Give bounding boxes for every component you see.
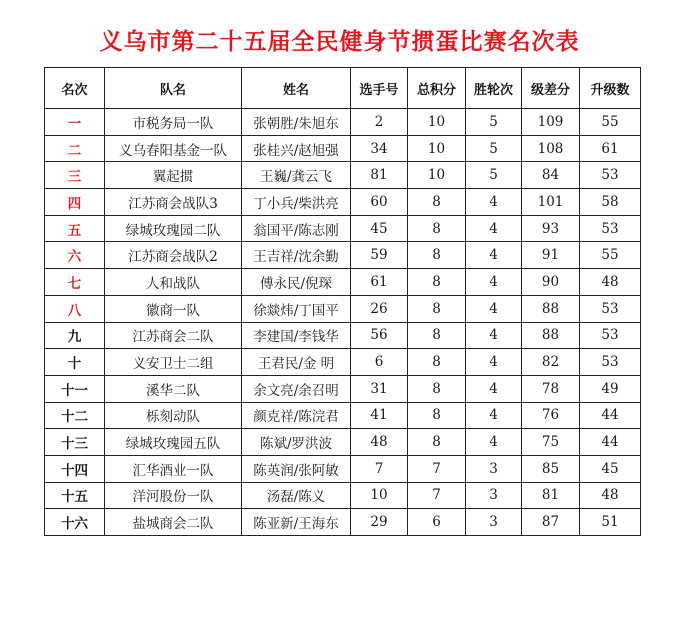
team-cell: 江苏商会战队2: [105, 242, 242, 269]
wins-cell: 4: [466, 189, 522, 216]
rank-cell: 十五: [45, 482, 105, 509]
total-points-cell: 8: [408, 215, 466, 242]
total-points-cell: 10: [408, 135, 466, 162]
wins-cell: 5: [466, 135, 522, 162]
table-row: [45, 135, 641, 162]
header-names: 姓名: [242, 68, 351, 109]
team-cell: 绿城玫瑰园五队: [105, 429, 242, 456]
player-no-cell: 41: [351, 402, 408, 429]
names-cell: 王吉祥/沈余勤: [242, 242, 351, 269]
names-cell: 王巍/龚云飞: [242, 162, 351, 189]
wins-cell: 4: [466, 242, 522, 269]
player-no-cell: 81: [351, 162, 408, 189]
team-cell: 江苏商会战队3: [105, 189, 242, 216]
table-row: [45, 295, 641, 322]
rank-cell: 九: [45, 322, 105, 349]
names-cell: 陈英润/张阿敏: [242, 455, 351, 482]
rank-cell: 一: [45, 109, 105, 136]
upgrades-cell: 53: [580, 215, 641, 242]
table-row: [45, 349, 641, 376]
team-cell: 江苏商会二队: [105, 322, 242, 349]
player-no-cell: 10: [351, 482, 408, 509]
table-row: [45, 482, 641, 509]
level-diff-cell: 109: [522, 109, 580, 136]
page-title: 义乌市第二十五届全民健身节掼蛋比赛名次表: [99, 29, 580, 55]
names-cell: 李建国/李钱华: [242, 322, 351, 349]
rank-cell: 四: [45, 189, 105, 216]
team-cell: 翼起掼: [105, 162, 242, 189]
table-row: [45, 402, 641, 429]
team-cell: 洋河股份一队: [105, 482, 242, 509]
header-player-no: 选手号: [351, 68, 408, 109]
upgrades-cell: 53: [580, 322, 641, 349]
upgrades-cell: 53: [580, 295, 641, 322]
level-diff-cell: 101: [522, 189, 580, 216]
rank-cell: 八: [45, 295, 105, 322]
upgrades-cell: 45: [580, 455, 641, 482]
rank-cell: 十二: [45, 402, 105, 429]
upgrades-cell: 49: [580, 375, 641, 402]
player-no-cell: 6: [351, 349, 408, 376]
upgrades-cell: 53: [580, 162, 641, 189]
team-cell: 人和战队: [105, 269, 242, 296]
wins-cell: 5: [466, 109, 522, 136]
team-cell: 义乌春阳基金一队: [105, 135, 242, 162]
team-cell: 徽商一队: [105, 295, 242, 322]
player-no-cell: 7: [351, 455, 408, 482]
wins-cell: 4: [466, 295, 522, 322]
header-level-diff: 级差分: [522, 68, 580, 109]
upgrades-cell: 51: [580, 509, 641, 536]
level-diff-cell: 84: [522, 162, 580, 189]
wins-cell: 3: [466, 509, 522, 536]
table-row: [45, 189, 641, 216]
names-cell: 颜克祥/陈浣君: [242, 402, 351, 429]
player-no-cell: 26: [351, 295, 408, 322]
total-points-cell: 10: [408, 162, 466, 189]
rank-cell: 十一: [45, 375, 105, 402]
team-cell: 盐城商会二队: [105, 509, 242, 536]
header-total-points: 总积分: [408, 68, 466, 109]
team-cell: 汇华酒业一队: [105, 455, 242, 482]
total-points-cell: 8: [408, 242, 466, 269]
header-rank: 名次: [45, 68, 105, 109]
player-no-cell: 45: [351, 215, 408, 242]
wins-cell: 4: [466, 215, 522, 242]
names-cell: 傅永民/倪琛: [242, 269, 351, 296]
upgrades-cell: 44: [580, 429, 641, 456]
rank-cell: 六: [45, 242, 105, 269]
level-diff-cell: 91: [522, 242, 580, 269]
names-cell: 徐燚炜/丁国平: [242, 295, 351, 322]
names-cell: 陈斌/罗洪波: [242, 429, 351, 456]
upgrades-cell: 48: [580, 482, 641, 509]
table-row: [45, 242, 641, 269]
total-points-cell: 8: [408, 322, 466, 349]
upgrades-cell: 61: [580, 135, 641, 162]
wins-cell: 3: [466, 482, 522, 509]
wins-cell: 3: [466, 455, 522, 482]
total-points-cell: 6: [408, 509, 466, 536]
rank-cell: 十三: [45, 429, 105, 456]
level-diff-cell: 88: [522, 322, 580, 349]
rank-cell: 三: [45, 162, 105, 189]
level-diff-cell: 76: [522, 402, 580, 429]
level-diff-cell: 90: [522, 269, 580, 296]
wins-cell: 4: [466, 349, 522, 376]
total-points-cell: 10: [408, 109, 466, 136]
wins-cell: 5: [466, 162, 522, 189]
wins-cell: 4: [466, 269, 522, 296]
names-cell: 汤磊/陈义: [242, 482, 351, 509]
team-cell: 绿城玫瑰园二队: [105, 215, 242, 242]
level-diff-cell: 82: [522, 349, 580, 376]
header-row: [45, 68, 641, 109]
table-row: [45, 455, 641, 482]
total-points-cell: 8: [408, 349, 466, 376]
player-no-cell: 56: [351, 322, 408, 349]
player-no-cell: 31: [351, 375, 408, 402]
upgrades-cell: 55: [580, 242, 641, 269]
names-cell: 张朝胜/朱旭东: [242, 109, 351, 136]
header-wins: 胜轮次: [466, 68, 522, 109]
table-row: [45, 509, 641, 536]
rank-cell: 五: [45, 215, 105, 242]
player-no-cell: 34: [351, 135, 408, 162]
player-no-cell: 60: [351, 189, 408, 216]
names-cell: 王君民/金 明: [242, 349, 351, 376]
wins-cell: 4: [466, 322, 522, 349]
names-cell: 翁国平/陈志刚: [242, 215, 351, 242]
table-row: [45, 215, 641, 242]
total-points-cell: 8: [408, 429, 466, 456]
level-diff-cell: 78: [522, 375, 580, 402]
level-diff-cell: 88: [522, 295, 580, 322]
table-row: [45, 322, 641, 349]
rank-cell: 二: [45, 135, 105, 162]
player-no-cell: 48: [351, 429, 408, 456]
player-no-cell: 2: [351, 109, 408, 136]
names-cell: 丁小兵/柴洪亮: [242, 189, 351, 216]
wins-cell: 4: [466, 375, 522, 402]
total-points-cell: 8: [408, 295, 466, 322]
level-diff-cell: 93: [522, 215, 580, 242]
level-diff-cell: 108: [522, 135, 580, 162]
table-row: [45, 109, 641, 136]
names-cell: 张桂兴/赵旭强: [242, 135, 351, 162]
names-cell: 余文亮/余召明: [242, 375, 351, 402]
header-team: 队名: [105, 68, 242, 109]
header-upgrades: 升级数: [580, 68, 641, 109]
total-points-cell: 8: [408, 402, 466, 429]
rank-cell: 十六: [45, 509, 105, 536]
team-cell: 溪华二队: [105, 375, 242, 402]
table-row: [45, 162, 641, 189]
level-diff-cell: 75: [522, 429, 580, 456]
wins-cell: 4: [466, 402, 522, 429]
team-cell: 栎刻动队: [105, 402, 242, 429]
table-row: [45, 269, 641, 296]
names-cell: 陈亚新/王海东: [242, 509, 351, 536]
total-points-cell: 8: [408, 375, 466, 402]
table-row: [45, 429, 641, 456]
rank-cell: 十: [45, 349, 105, 376]
upgrades-cell: 48: [580, 269, 641, 296]
level-diff-cell: 85: [522, 455, 580, 482]
team-cell: 市税务局一队: [105, 109, 242, 136]
table-row: [45, 375, 641, 402]
upgrades-cell: 55: [580, 109, 641, 136]
results-table: [44, 67, 641, 536]
total-points-cell: 7: [408, 482, 466, 509]
total-points-cell: 8: [408, 189, 466, 216]
player-no-cell: 61: [351, 269, 408, 296]
level-diff-cell: 87: [522, 509, 580, 536]
player-no-cell: 59: [351, 242, 408, 269]
upgrades-cell: 53: [580, 349, 641, 376]
total-points-cell: 8: [408, 269, 466, 296]
upgrades-cell: 44: [580, 402, 641, 429]
level-diff-cell: 81: [522, 482, 580, 509]
upgrades-cell: 58: [580, 189, 641, 216]
team-cell: 义安卫士二组: [105, 349, 242, 376]
total-points-cell: 7: [408, 455, 466, 482]
player-no-cell: 29: [351, 509, 408, 536]
wins-cell: 4: [466, 429, 522, 456]
rank-cell: 十四: [45, 455, 105, 482]
rank-cell: 七: [45, 269, 105, 296]
